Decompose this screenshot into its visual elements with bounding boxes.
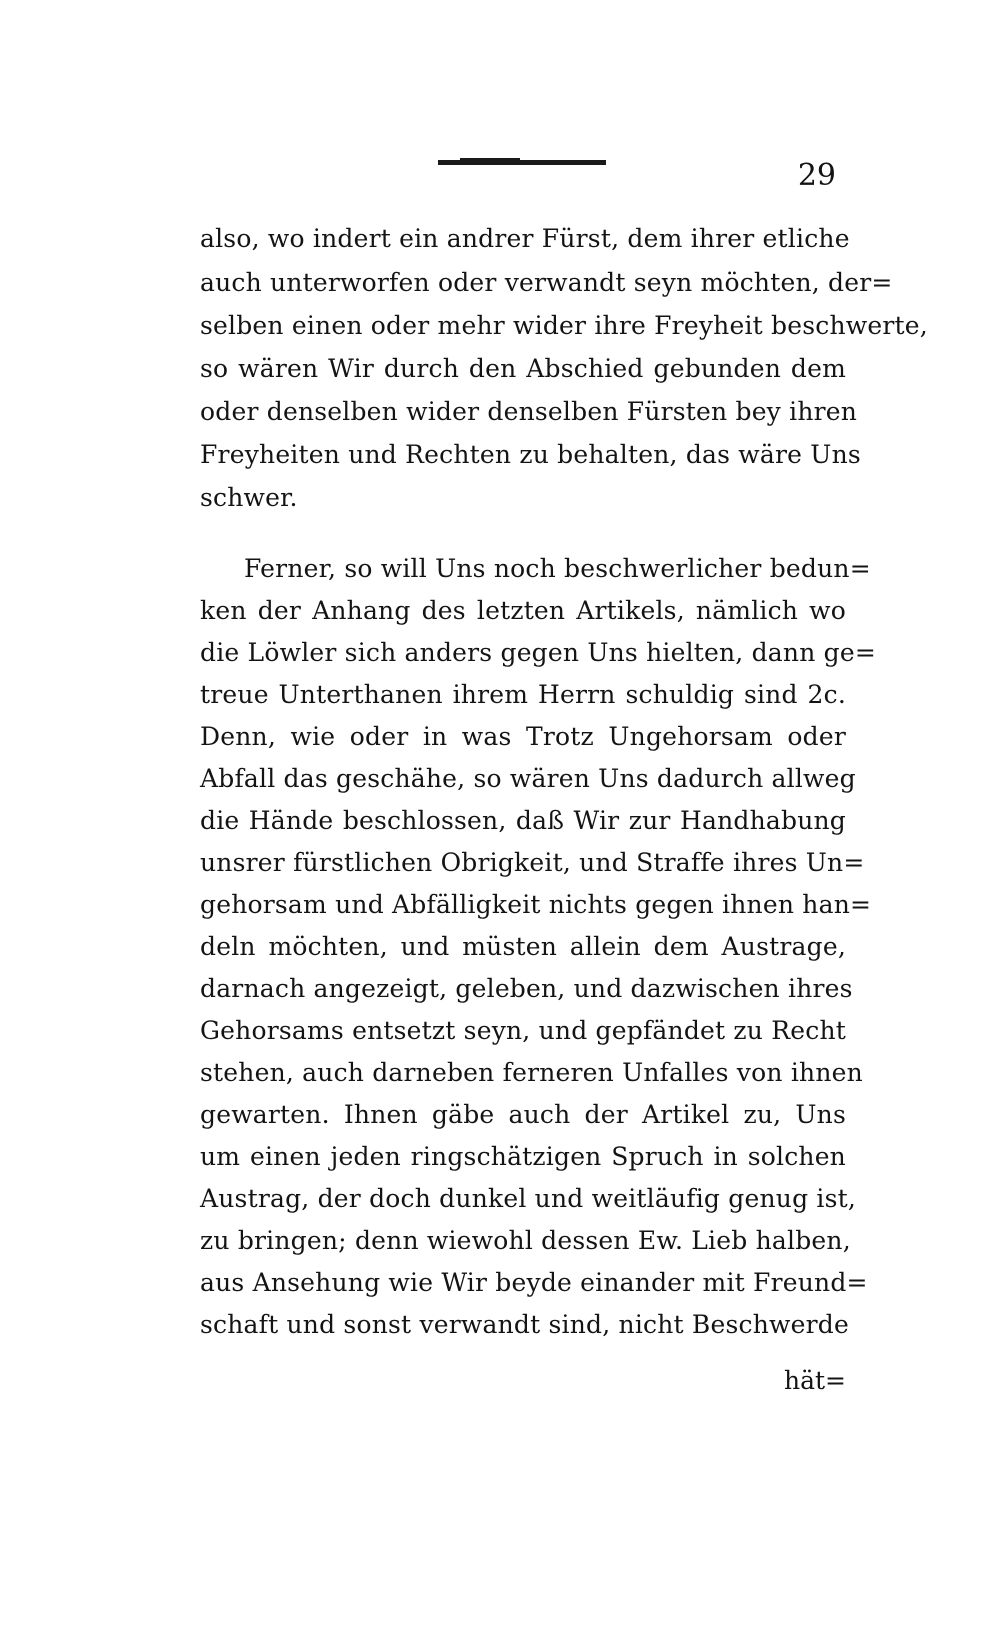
text-line: treue Unterthanen ihrem Herrn schuldig sind 2c.	[200, 680, 846, 709]
text-line: gewarten. Ihnen gäbe auch der Artikel zu, Uns	[200, 1100, 846, 1129]
text-line: Abfall das geschähe, so wären Uns dadurch allweg	[200, 764, 856, 793]
text-line: ken der Anhang des letzten Artikels, nämlich wo	[200, 596, 846, 625]
text-line: gehorsam und Abfälligkeit nichts gegen ihnen han=	[200, 890, 872, 919]
text-line: oder denselben wider denselben Fürsten bey ihren	[200, 397, 858, 426]
text-line: schwer.	[200, 483, 298, 512]
header-rule	[438, 160, 606, 165]
text-line: deln möchten, und müsten allein dem Austrage,	[200, 932, 846, 961]
text-line: aus Ansehung wie Wir beyde einander mit Freund=	[200, 1268, 868, 1297]
text-line: Austrag, der doch dunkel und weitläufig genug ist,	[200, 1184, 857, 1213]
text-line: unsrer fürstlichen Obrigkeit, und Straffe ihres Un=	[200, 848, 865, 877]
text-line: schaft und sonst verwandt sind, nicht Beschwerde	[200, 1310, 849, 1339]
text-line: die Löwler sich anders gegen Uns hielten, dann ge=	[200, 638, 877, 667]
page-number: 29	[797, 158, 836, 193]
text-line: Denn, wie oder in was Trotz Ungehorsam oder	[200, 722, 846, 751]
catchword: hät=	[784, 1366, 846, 1395]
text-line: Freyheiten und Rechten zu behalten, das wäre Uns	[200, 440, 861, 469]
text-line: zu bringen; denn wiewohl dessen Ew. Lieb halben,	[200, 1226, 851, 1255]
text-line: Ferner, so will Uns noch beschwerlicher bedun=	[244, 554, 871, 583]
text-line: darnach angezeigt, geleben, und dazwischen ihres	[200, 974, 853, 1003]
text-line: so wären Wir durch den Abschied gebunden dem	[200, 354, 846, 383]
text-line: die Hände beschlossen, daß Wir zur Handhabung	[200, 806, 846, 835]
text-line: also, wo indert ein andrer Fürst, dem ihrer etliche	[200, 224, 850, 253]
text-line: auch unterworfen oder verwandt seyn möchten, der=	[200, 268, 893, 297]
text-line: selben einen oder mehr wider ihre Freyheit beschwerte,	[200, 311, 928, 340]
text-line: um einen jeden ringschätzigen Spruch in solchen	[200, 1142, 846, 1171]
text-line: Gehorsams entsetzt seyn, und gepfändet zu Recht	[200, 1016, 846, 1045]
text-line: stehen, auch darneben ferneren Unfalles von ihnen	[200, 1058, 863, 1087]
